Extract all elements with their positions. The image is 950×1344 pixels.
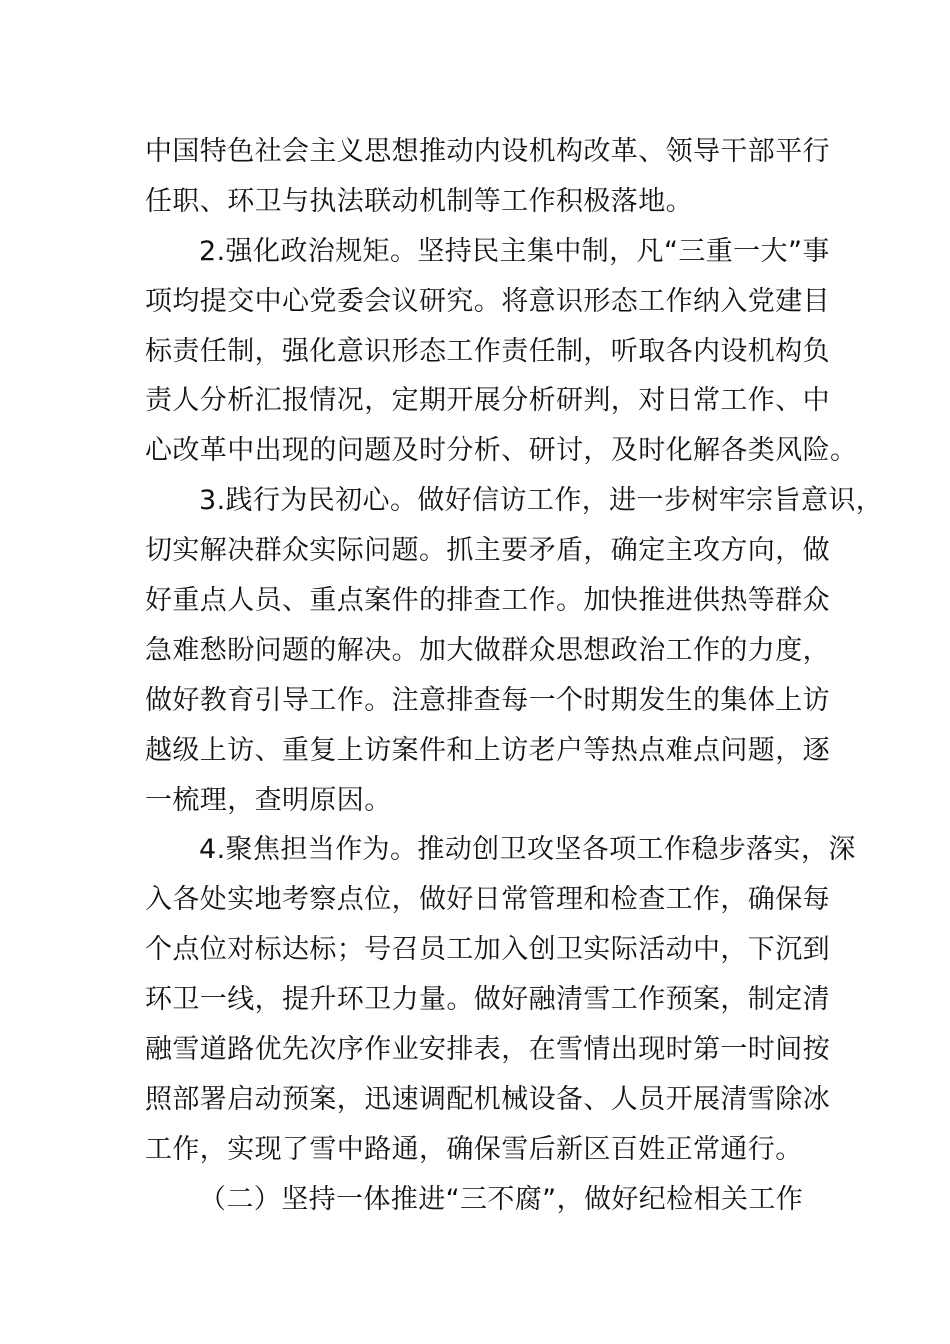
text-line: 责人分析汇报情况，定期开展分析研判，对日常工作、中 <box>145 385 830 417</box>
text-line: 环卫一线，提升环卫力量。做好融清雪工作预案，制定清 <box>145 984 830 1016</box>
text-line: 中国特色社会主义思想推动内设机构改革、领导干部平行 <box>145 136 830 167</box>
paragraph-start-line: 3.践行为民初心。做好信访工作，进一步树牢宗旨意识， <box>199 485 884 517</box>
text-line: 一梳理，查明原因。 <box>145 784 392 816</box>
document-body <box>145 127 884 1225</box>
text-line: 入各处实地考察点位，做好日常管理和检查工作，确保每 <box>145 884 830 916</box>
text-line: 做好教育引导工作。注意排查每一个时期发生的集体上访 <box>145 684 830 716</box>
text-line: 项均提交中心党委会议研究。将意识形态工作纳入党建目 <box>145 285 830 317</box>
text-line: 急难愁盼问题的解决。加大做群众思想政治工作的力度， <box>145 634 830 666</box>
text-line: 标责任制，强化意识形态工作责任制，听取各内设机构负 <box>145 335 830 367</box>
text-line: 融雪道路优先次序作业安排表，在雪情出现时第一时间按 <box>145 1034 830 1066</box>
text-line: 切实解决群众实际问题。抓主要矛盾，确定主攻方向，做 <box>145 535 830 567</box>
text-line: 照部署启动预案，迅速调配机械设备、人员开展清雪除冰 <box>145 1083 830 1115</box>
text-line: 心改革中出现的问题及时分析、研讨，及时化解各类风险。 <box>145 435 858 467</box>
text-line: 任职、环卫与执法联动机制等工作积极落地。 <box>145 185 693 217</box>
paragraph-start-line: 2.强化政治规矩。坚持民主集中制，凡“三重一大”事 <box>199 235 830 267</box>
text-line: 好重点人员、重点案件的排查工作。加快推进供热等群众 <box>145 585 830 617</box>
text-line: 个点位对标达标；号召员工加入创卫实际活动中，下沉到 <box>145 934 830 966</box>
section-heading: （二）坚持一体推进“三不腐”，做好纪检相关工作 <box>199 1183 804 1215</box>
text-line: 越级上访、重复上访案件和上访老户等热点难点问题，逐 <box>145 734 830 766</box>
text-line: 工作，实现了雪中路通，确保雪后新区百姓正常通行。 <box>145 1133 803 1165</box>
paragraph-start-line: 4.聚焦担当作为。推动创卫攻坚各项工作稳步落实，深 <box>199 834 856 866</box>
